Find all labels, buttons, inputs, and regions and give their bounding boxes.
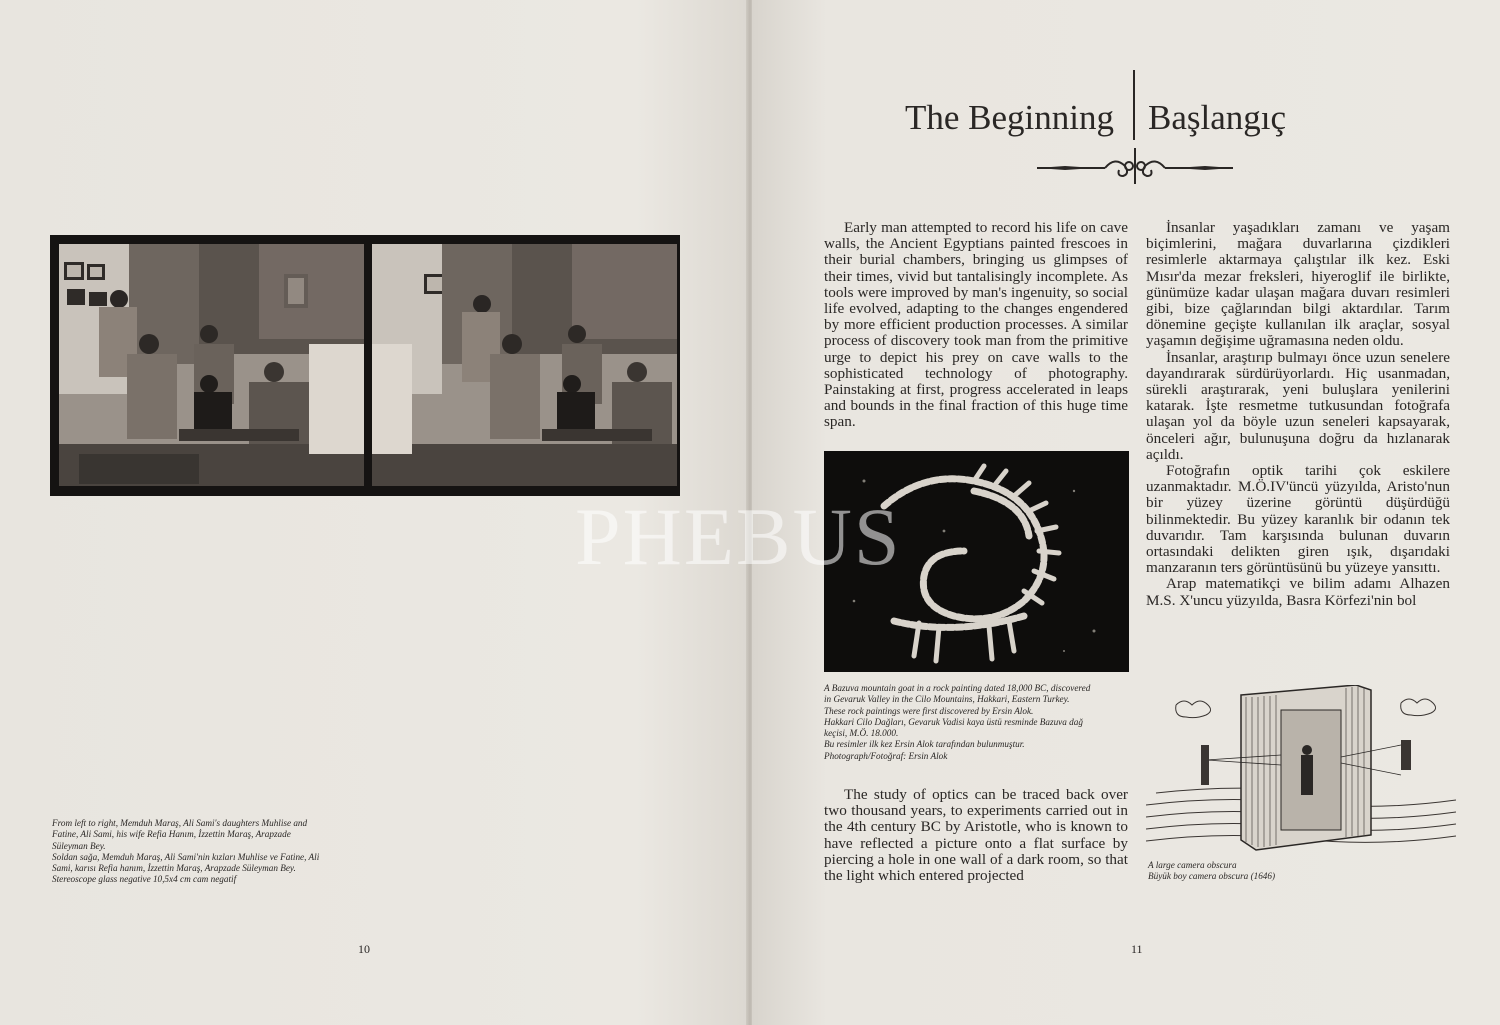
caption-line: Bu resimler ilk kez Ersin Alok tarafından bulunmuştur. bbox=[824, 739, 1025, 750]
caption-line: A large camera obscura bbox=[1148, 860, 1237, 870]
caption-line: From left to right, Memduh Maraş, Ali Sami's daughters Muhlise and bbox=[52, 818, 308, 828]
caption-line: These rock paintings were first discovered by Ersin Alok. bbox=[824, 705, 1034, 716]
text-column-english-1 bbox=[824, 220, 1128, 431]
text-column-english-2 bbox=[824, 787, 1128, 884]
stereoscope-photo bbox=[50, 235, 680, 496]
caption-line: Sami, karısı Refia hanım, İzzettin Maraş, Arapzade Süleyman Bey. bbox=[52, 863, 296, 874]
caption-line: A Bazuva mountain goat in a rock painting dated 18,000 BC, discovered bbox=[824, 683, 1091, 693]
caption-line: in Gevaruk Valley in the Cilo Mountains, Hakkari, Eastern Turkey. bbox=[824, 694, 1070, 705]
stereo-photo-right bbox=[372, 244, 677, 486]
rock-painting-caption bbox=[824, 683, 1144, 762]
caption-line: keçisi, M.Ö. 18.000. bbox=[824, 728, 899, 739]
title-english: The Beginning bbox=[905, 98, 1114, 137]
camera-obscura-caption bbox=[1148, 860, 1448, 883]
caption-line: Stereoscope glass negative 10,5x4 cm cam negatif bbox=[52, 874, 237, 885]
chapter-title bbox=[905, 70, 1325, 190]
watermark: PHEBUS bbox=[575, 491, 902, 582]
text-column-turkish bbox=[1146, 220, 1450, 609]
paragraph: The study of optics can be traced back over two thousand years, to experiments carried out in the 4th century BC by Aristotle, who is known to have reflected a picture onto a flat surface by piercing a hole in one wall of a dark room, so that the light which entered projected bbox=[824, 786, 1128, 885]
ornament-flourish bbox=[1035, 148, 1235, 184]
title-divider bbox=[1133, 70, 1135, 140]
paragraph: Early man attempted to record his life on cave walls, the Ancient Egyptians painted frescoes in their burial chambers, bringing us glimpses of their times, vivid but tantalisingly incomplete. As tools were improved by man's ingenuity, so social life evolved, adapting to the changes engendered by more efficient production processes. A similar process of discovery took man from the primitive urge to depict his prey on cave walls to the sophisticated technology of photography. Painstaking at first, progress accelerated in leaps and bounds in the final fraction of this huge time span. bbox=[824, 219, 1128, 431]
camera-obscura-illustration bbox=[1146, 685, 1456, 855]
caption-line: Süleyman Bey. bbox=[52, 840, 106, 851]
paragraph: İnsanlar, araştırıp bulmayı önce uzun senelere dayandırarak sürdürüyorlardı. Hiç usanmadan, sürekli araştırarak, yeni buluşlara yenilerini katarak. İşte resmetme tutkusundan fotoğrafa ulaşan yol da böyle uzun seneleri kapsayarak, önceleri ağır, bulunuşuna doğru da hızlanarak açıldı. bbox=[1146, 348, 1450, 463]
caption-line: Photograph/Fotoğraf: Ersin Alok bbox=[824, 750, 948, 761]
paragraph: İnsanlar yaşadıkları zamanı ve yaşam biçimlerini, mağara duvarlarına çizdikleri resimlerle aktarmaya çalıştılar ilk kez. Eski Mısır'da mezar freksleri, hiyeroglif ile birlikte, günümüze kadar ulaşan mağara duvarı resimleri gibi, bize çağlarından bilgi aktardılar. Tarım dönemine geçişte kullanılan ilk araçlar, sosyal yaşamın değişime uğramasına neden oldu. bbox=[1146, 219, 1450, 350]
caption-line: Fatine, Ali Sami, his wife Refia Hanım, İzzettin Maraş, Arapzade bbox=[52, 829, 291, 840]
page-number-right: 11 bbox=[1131, 942, 1143, 956]
caption-line: Hakkari Cilo Dağları, Gevaruk Vadisi kaya üstü resminde Bazuva dağ bbox=[824, 716, 1083, 727]
photo-caption bbox=[52, 818, 362, 886]
paragraph: Arap matematikçi ve bilim adamı Alhazen M.S. X'uncu yüzyılda, Basra Körfezi'nin bol bbox=[1146, 575, 1450, 609]
stereo-photo-left bbox=[59, 244, 364, 486]
paragraph: Fotoğrafın optik tarihi çok eskilere uzanmaktadır. M.Ö.IV'üncü yüzyılda, Aristo'nun bir yüzey üzerine görüntü düşürdüğü bilinmektedir. Bu yüzey karanlık bir odanın tek duvarıdır. Tam karşısında bulunan duvarın ortasındaki delikten giren ışık, dışarıdaki manzaranın ters görüntüsünü bu yüzeye yansıttı. bbox=[1146, 462, 1450, 577]
page-number-left: 10 bbox=[358, 942, 370, 956]
caption-line: Büyük boy camera obscura (1646) bbox=[1148, 871, 1276, 882]
title-turkish: Başlangıç bbox=[1148, 98, 1287, 137]
caption-line: Soldan sağa, Memduh Maraş, Ali Sami'nin kızları Muhlise ve Fatine, Ali bbox=[52, 851, 320, 862]
